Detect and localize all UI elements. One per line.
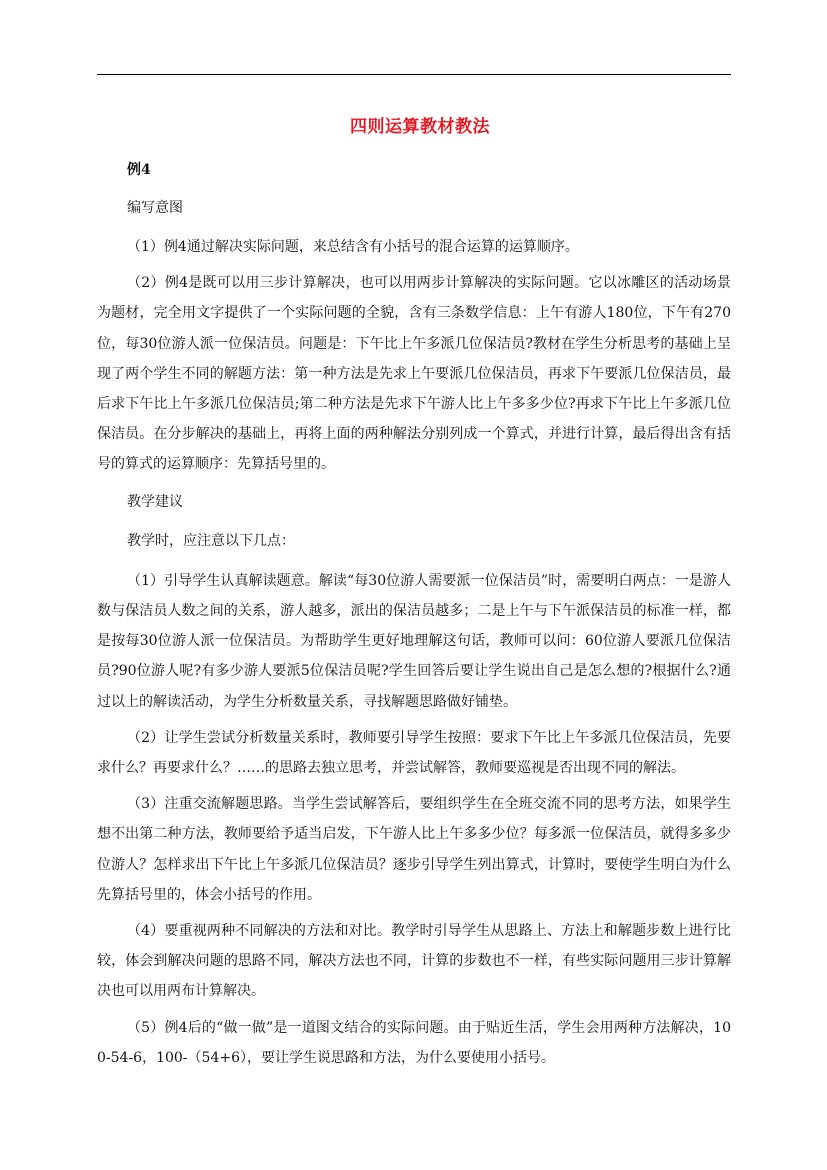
intent-paragraph-1: （1）例4通过解决实际问题，来总结含有小括号的混合运算的运算顺序。: [127, 239, 579, 255]
header-rule: [97, 74, 731, 75]
page-title: 四则运算教材教法: [350, 117, 490, 137]
section-heading-intent: 编写意图: [127, 200, 183, 216]
advice-paragraph-5: （5）例4后的“做一做”是一道图文结合的实际问题。由于贴近生活，学生会用两种方法解决，100-54-6，100-（54+6），要让学生说思路和方法，为什么要使用小括号。: [97, 1019, 731, 1066]
advice-paragraph-4: （4）要重视两种不同解决的方法和对比。教学时引导学生从思路上、方法上和解题步数上进行比较，体会到解决问题的思路不同，解决方法也不同，计算的步数也不一样，有些实际问题用三步计算解决也可以用两布计算解决。: [97, 923, 731, 1000]
intent-paragraph-2: （2）例4是既可以用三步计算解决，也可以用两步计算解决的实际问题。它以冰雕区的活动场景为题材，完全用文字提供了一个实际问题的全貌，含有三条数学信息：上午有游人180位，下午有270位，每30位游人派一位保洁员。问题是：下午比上午多派几位保洁员?教材在学生分析思考的基础上呈现了两个学生不同的解题方法：第一种方法是先求上午要派几位保洁员，再求下午要派几位保洁员，最后求下午比上午多派几位保洁员;第二种方法是先求下午游人比上午多多少位?再求下午比上午多派几位保洁员。在分步解决的基础上，再将上面的两种解法分别列成一个算式，并进行计算，最后得出含有括号的算式的运算顺序：先算括号里的。: [97, 275, 731, 473]
advice-paragraph-3: （3）注重交流解题思路。当学生尝试解答后，要组织学生在全班交流不同的思考方法，如果学生想不出第二种方法，教师要给予适当启发，下午游人比上午多多少位？每多派一位保洁员，就得多多少位游人？怎样求出下午比上午多派几位保洁员？逐步引导学生列出算式，计算时，要使学生明白为什么先算括号里的，体会小括号的作用。: [97, 796, 731, 903]
example-label: 例4: [127, 162, 151, 178]
advice-paragraph-1: （1）引导学生认真解读题意。解读“每30位游人需要派一位保洁员”时，需要明白两点：一是游人数与保洁员人数之间的关系，游人越多，派出的保洁员越多；二是上午与下午派保洁员的标准一样，都是按每30位游人派一位保洁员。为帮助学生更好地理解这句话，教师可以问：60位游人要派几位保洁员?90位游人呢?有多少游人要派5位保洁员呢?学生回答后要让学生说出自己是怎么想的?根据什么?通过以上的解读活动，为学生分析数量关系，寻找解题思路做好铺垫。: [97, 572, 731, 710]
document-body: [97, 112, 731, 1079]
advice-paragraph-2: （2）让学生尝试分析数量关系时，教师要引导学生按照：要求下午比上午多派几位保洁员，先要求什么？再要求什么？……的思路去独立思考，并尝试解答，教师要巡视是否出现不同的解法。: [97, 729, 731, 777]
advice-intro: 教学时，应注意以下几点：: [127, 532, 295, 549]
section-heading-advice: 教学建议: [127, 493, 183, 510]
